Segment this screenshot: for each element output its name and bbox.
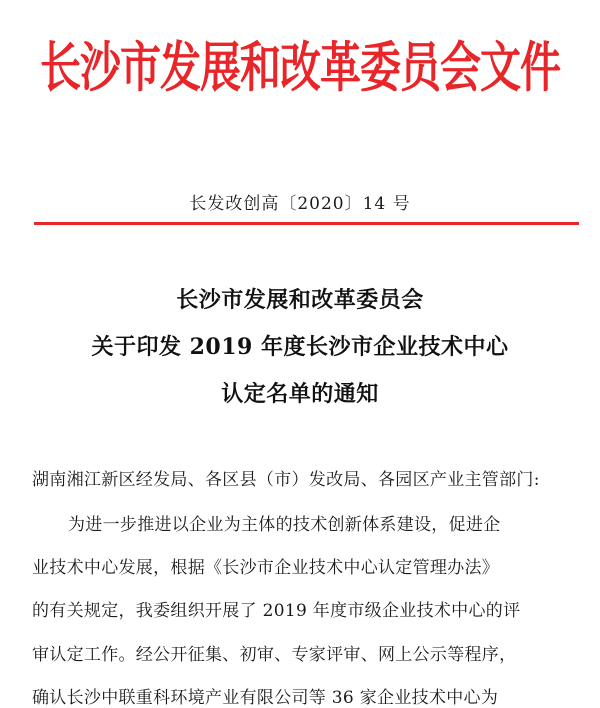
body-line: 业技术中心发展，根据《长沙市企业技术中心认定管理办法》 xyxy=(32,558,500,578)
masthead-title: 长沙市发展和改革委员会文件 xyxy=(40,35,560,100)
body-line: 审认定工作。经公开征集、初审、专家评审、网上公示等程序， xyxy=(32,645,517,665)
body-line: 为进一步推进以企业为主体的技术创新体系建设，促进企 xyxy=(68,515,501,535)
notice-title-line-1: 长沙市发展和改革委员会 xyxy=(176,287,424,313)
document-number: 长发改创高〔2020〕14 号 xyxy=(189,194,411,214)
salutation: 湖南湘江新区经发局、各区县（市）发改局、各园区产业主管部门: xyxy=(32,470,540,490)
red-divider-line xyxy=(34,222,579,225)
body-line: 的有关规定，我委组织开展了 2019 年度市级企业技术中心的评 xyxy=(32,601,521,621)
notice-title-line-2: 关于印发 2019 年度长沙市企业技术中心 xyxy=(91,334,509,360)
body-line: 确认长沙中联重科环境产业有限公司等 36 家企业技术中心为 xyxy=(32,688,499,708)
notice-title-line-3: 认定名单的通知 xyxy=(221,381,379,407)
